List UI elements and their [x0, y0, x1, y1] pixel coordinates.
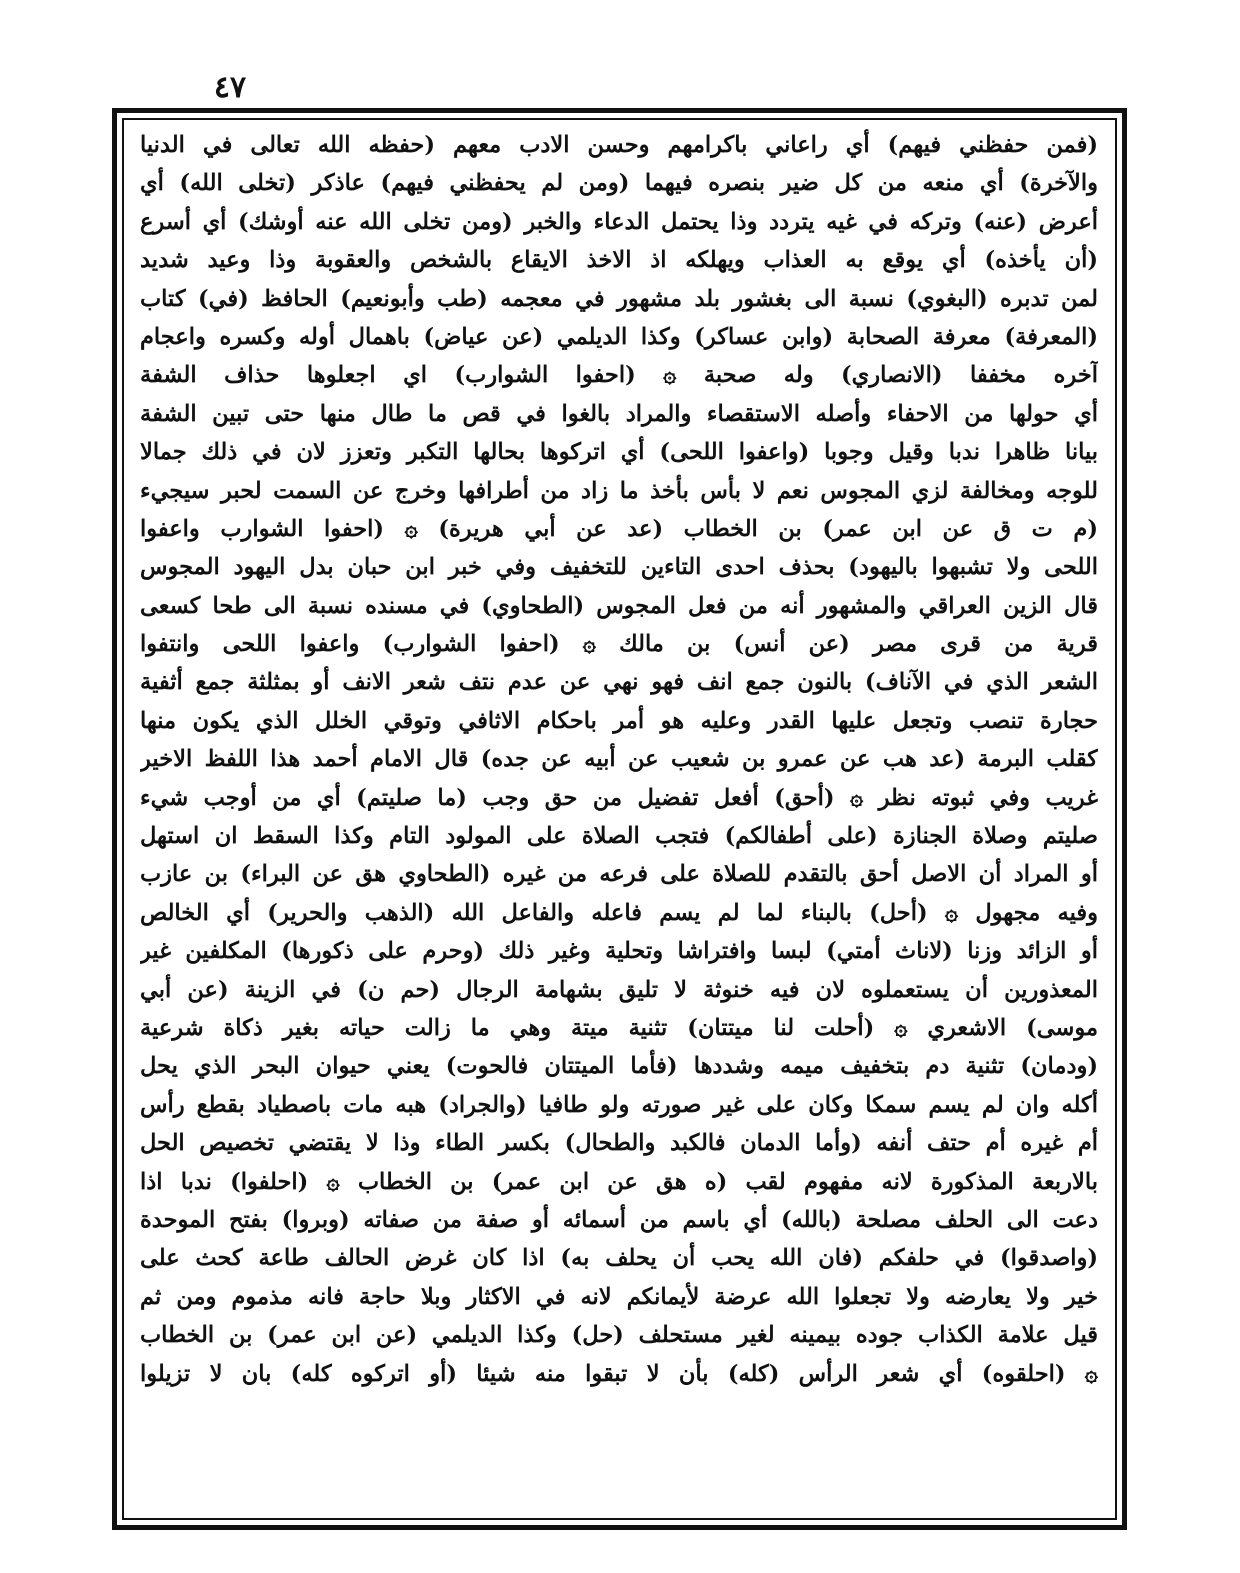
text-line: دعت الى الحلف مصلحة (بالله) أي باسم من أسمائه أو صفة من صفاته (وبروا) بفتح الموحدة	[140, 1206, 1098, 1233]
text-line: خير ولا يعارضه ولا تجعلوا الله عرضة لأيمانكم لانه في الاكثار وبلا حاجة فانه مذموم ومن ثم	[140, 1283, 1098, 1310]
text-line: حجارة تنصب وتجعل عليها القدر وعليه هو أمر باحكام الاثافي وتوقي الخلل الذي يكون منها	[140, 707, 1098, 734]
text-line: أي حولها من الاحفاء وأصله الاستقصاء والمراد بالغوا في قص ما طال منها حتى تبين الشفة	[140, 400, 1098, 427]
text-line: (فمن حفظني فيهم) أي راعاني باكرامهم وحسن الادب معهم (حفظه الله تعالى في الدنيا	[140, 132, 1098, 158]
text-line: أو المراد أن الاصل أحق بالتقدم للصلاة على فرعه من غيره (الطحاوي هق عن البراء) بن عازب	[140, 861, 1098, 888]
text-line: آخره مخففا (الانصاري) وله صحبة ۞ (احفوا الشوارب) اي اجعلوها حذاف الشفة	[140, 362, 1098, 389]
text-line: للوجه ومخالفة لزي المجوس نعم لا بأس بأخذ ما زاد من أطرافها وخرج عن السمت لحبر سيجيء	[140, 477, 1098, 504]
text-line: اللحى ولا تشبهوا باليهود) بحذف احدى التاءين للتخفيف وفي خبر ابن حبان بدل اليهود المجوس	[140, 554, 1098, 581]
text-line: (ودمان) تثنية دم بتخفيف ميمه وشددها (فأما الميتتان فالحوت) يعني حيوان البحر الذي يحل	[140, 1053, 1098, 1080]
text-line: ۞ (احلقوه) أي شعر الرأس (كله) بأن لا تبقوا منه شيئا (أو اتركوه كله) بان لا تزيلوا	[140, 1360, 1098, 1387]
text-line: كقلب البرمة (عد هب عن عمرو بن شعيب عن أبيه عن جده) قال الامام أحمد هذا اللفظ الاخير	[140, 746, 1098, 773]
text-line: (واصدقوا) في حلفكم (فان الله يحب أن يحلف به) اذا كان غرض الحالف طاعة كحث على	[140, 1245, 1098, 1272]
text-line: قرية من قرى مصر (عن أنس) بن مالك ۞ (احفوا الشوارب) واعفوا اللحى وانتفوا	[140, 631, 1098, 658]
text-line: أو الزائد وزنا (لاناث أمتي) لبسا وافتراشا وتحلية وغير ذلك (وحرم على ذكورها) المكلفين غير	[140, 938, 1098, 965]
text-line: صليتم وصلاة الجنازة (على أطفالكم) فتجب الصلاة على المولود التام وكذا السقط ان استهل	[140, 823, 1098, 850]
text-line: والآخرة) أي منعه من كل ضير بنصره فيهما (ومن لم يحفظني فيهم) عاذكر (تخلى الله) أي	[140, 170, 1098, 197]
text-line: لمن تدبره (البغوي) نسبة الى بغشور بلد مشهور في معجمه (طب وأبونعيم) الحافظ (في) كتاب	[140, 285, 1098, 312]
text-line: الشعر الذي في الآناف) بالنون جمع انف فهو نهي عن عدم نتف شعر الانف أو بمثلثة جمع أثفية	[140, 669, 1098, 696]
text-line: غريب وفي ثبوته نظر ۞ (أحق) أفعل تفضيل من حق وجب (ما صليتم) أي من أوجب شيء	[140, 784, 1098, 811]
text-line: قال الزين العراقي والمشهور أنه من فعل المجوس (الطحاوي) في مسنده نسبة الى طحا كسعى	[140, 592, 1098, 619]
text-line: أعرض (عنه) وتركه في غيه يتردد وذا يحتمل الدعاء والخبر (ومن تخلى الله عنه أوشك) أي أسرع	[140, 208, 1098, 235]
page-number: ٤٧	[213, 70, 247, 105]
text-line: موسى) الاشعري ۞ (أحلت لنا ميتتان) تثنية ميتة وهي ما زالت حياته بغير ذكاة شرعية	[140, 1014, 1098, 1041]
text-line: أكله وان لم يسم سمكا وكان على غير صورته ولو طافيا (والجراد) هبه مات باصطياد بقطع رأس	[140, 1091, 1098, 1118]
text-line: (م ت ق عن ابن عمر) بن الخطاب (عد عن أبي هريرة) ۞ (احفوا الشوارب واعفوا	[140, 515, 1098, 542]
text-line: قيل علامة الكذاب جوده بيمينه لغير مستحلف (حل) وكذا الديلمي (عن ابن عمر) بن الخطاب	[140, 1322, 1098, 1349]
arabic-text-body	[140, 126, 1098, 1510]
text-line: أم غيره أم حتف أنفه (وأما الدمان فالكبد والطحال) بكسر الطاء وذا لا يقتضي تخصيص الحل	[140, 1130, 1098, 1157]
text-line: المعذورين أن يستعملوه لان فيه خنوثة لا تليق بشهامة الرجال (حم ن) في الزينة (عن أبي	[140, 976, 1098, 1003]
text-line: وفيه مجهول ۞ (أحل) بالبناء لما لم يسم فاعله والفاعل الله (الذهب والحرير) أي الخالص	[140, 899, 1098, 926]
text-line: بالاربعة المذكورة لانه مفهوم لقب (ه هق عن ابن عمر) بن الخطاب ۞ (احلفوا) ندبا اذا	[140, 1168, 1098, 1195]
text-line: بيانا ظاهرا ندبا وقيل وجوبا (واعفوا اللحى) أي اتركوها بحالها التكبر وتعزز لان في ذلك جمالا	[140, 439, 1098, 466]
text-line: (المعرفة) معرفة الصحابة (وابن عساكر) وكذا الديلمي (عن عياض) باهمال أوله وكسره واعجام	[140, 323, 1098, 350]
text-line: (أن يأخذه) أي يوقع به العذاب ويهلكه اذ الاخذ الايقاع بالشخص والعقوبة وذا وعيد شديد	[140, 247, 1098, 274]
